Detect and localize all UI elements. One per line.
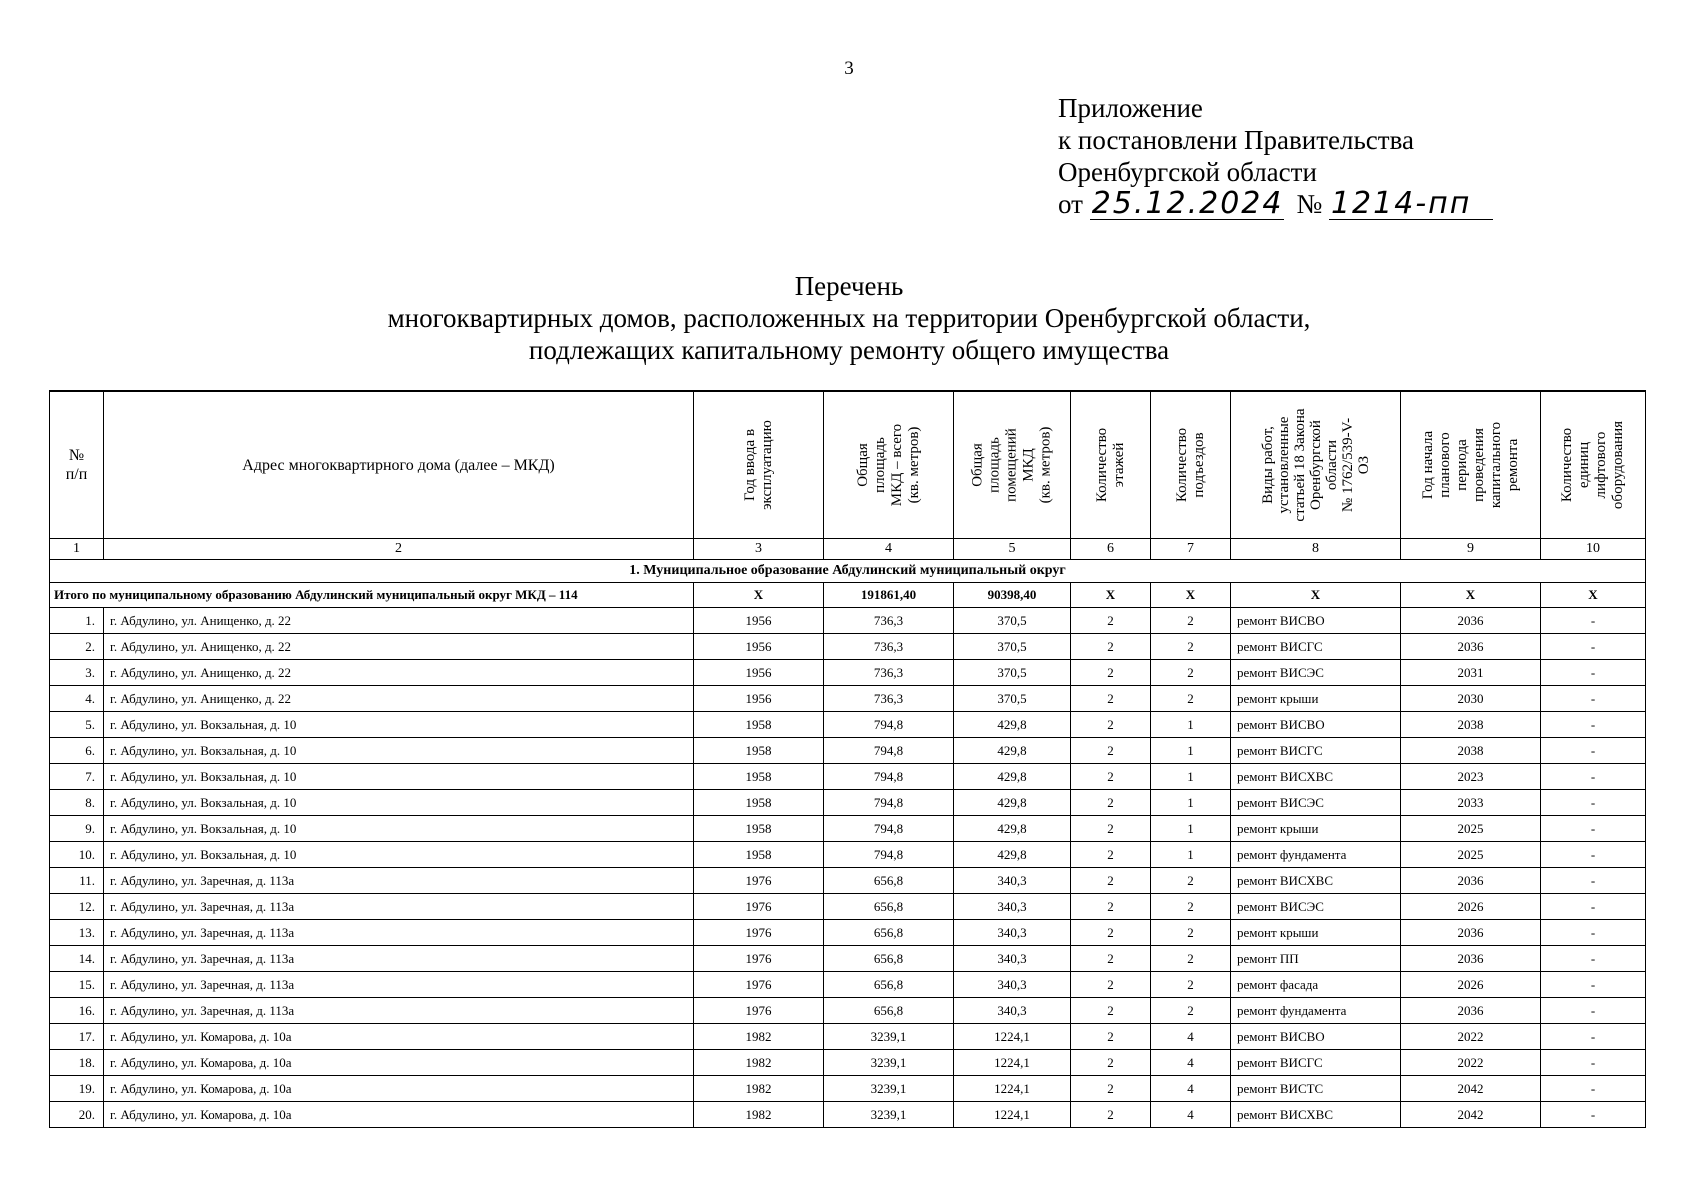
row-work-type: ремонт фундамента [1231, 842, 1401, 868]
row-area-total: 656,8 [824, 972, 954, 998]
row-area-rooms: 340,3 [954, 868, 1071, 894]
table-row [50, 946, 1646, 972]
total-works: X [1231, 583, 1401, 608]
title-line-1: Перечень [794, 271, 904, 301]
appendix-region: Оренбургской области [1058, 157, 1317, 187]
table-row [50, 842, 1646, 868]
row-year: 1976 [694, 946, 824, 972]
row-year: 1976 [694, 998, 824, 1024]
row-address: г. Абдулино, ул. Заречная, д. 113а [104, 946, 694, 972]
row-area-rooms: 370,5 [954, 660, 1071, 686]
row-year: 1976 [694, 894, 824, 920]
row-entrances: 2 [1151, 946, 1231, 972]
decree-number: 1214-пп [1329, 189, 1493, 220]
row-address: г. Абдулино, ул. Заречная, д. 113а [104, 894, 694, 920]
row-address: г. Абдулино, ул. Вокзальная, д. 10 [104, 712, 694, 738]
row-year: 1976 [694, 920, 824, 946]
row-address: г. Абдулино, ул. Заречная, д. 113а [104, 868, 694, 894]
row-start-year: 2038 [1401, 712, 1541, 738]
total-floors: X [1071, 583, 1151, 608]
row-entrances: 4 [1151, 1024, 1231, 1050]
row-address: г. Абдулино, ул. Комарова, д. 10а [104, 1024, 694, 1050]
row-year: 1982 [694, 1076, 824, 1102]
row-number: 18. [50, 1050, 104, 1076]
row-lifts: - [1541, 1102, 1646, 1128]
row-area-rooms: 429,8 [954, 842, 1071, 868]
row-start-year: 2022 [1401, 1024, 1541, 1050]
row-area-rooms: 429,8 [954, 738, 1071, 764]
col-number: 6 [1071, 539, 1151, 560]
total-year: X [694, 583, 824, 608]
row-number: 1. [50, 608, 104, 634]
row-work-type: ремонт ПП [1231, 946, 1401, 972]
total-label: Итого по муниципальному образованию Абдулинский муниципальный округ МКД – 114 [50, 583, 694, 608]
row-floors: 2 [1071, 920, 1151, 946]
table-row [50, 998, 1646, 1024]
row-floors: 2 [1071, 946, 1151, 972]
col-number: 10 [1541, 539, 1646, 560]
row-floors: 2 [1071, 634, 1151, 660]
row-year: 1956 [694, 686, 824, 712]
row-number: 11. [50, 868, 104, 894]
row-area-rooms: 370,5 [954, 686, 1071, 712]
row-year: 1976 [694, 868, 824, 894]
row-year: 1982 [694, 1102, 824, 1128]
row-year: 1958 [694, 712, 824, 738]
row-work-type: ремонт ВИСТС [1231, 1076, 1401, 1102]
row-area-total: 794,8 [824, 842, 954, 868]
row-year: 1976 [694, 972, 824, 998]
row-start-year: 2022 [1401, 1050, 1541, 1076]
row-work-type: ремонт ВИСГС [1231, 634, 1401, 660]
row-year: 1982 [694, 1024, 824, 1050]
row-address: г. Абдулино, ул. Анищенко, д. 22 [104, 686, 694, 712]
col-header-floors: Количество этажей [1071, 391, 1151, 539]
row-lifts: - [1541, 790, 1646, 816]
decree-date: 25.12.2024 [1091, 186, 1284, 221]
row-lifts: - [1541, 1024, 1646, 1050]
row-area-total: 794,8 [824, 816, 954, 842]
col-header-year: Год ввода в эксплуатацию [694, 391, 824, 539]
row-start-year: 2025 [1401, 842, 1541, 868]
row-work-type: ремонт ВИСХВС [1231, 1102, 1401, 1128]
row-floors: 2 [1071, 712, 1151, 738]
row-entrances: 1 [1151, 712, 1231, 738]
row-area-total: 3239,1 [824, 1076, 954, 1102]
row-number: 8. [50, 790, 104, 816]
row-start-year: 2023 [1401, 764, 1541, 790]
row-start-year: 2026 [1401, 894, 1541, 920]
row-area-rooms: 429,8 [954, 764, 1071, 790]
row-start-year: 2036 [1401, 868, 1541, 894]
row-area-total: 656,8 [824, 920, 954, 946]
appendix-title: Приложение [1058, 93, 1203, 123]
row-number: 20. [50, 1102, 104, 1128]
row-address: г. Абдулино, ул. Анищенко, д. 22 [104, 660, 694, 686]
row-area-total: 794,8 [824, 764, 954, 790]
row-lifts: - [1541, 738, 1646, 764]
total-area: 191861,40 [824, 583, 954, 608]
total-rooms-area: 90398,40 [954, 583, 1071, 608]
buildings-table [49, 390, 1646, 1128]
col-header-entrances: Количество подъездов [1151, 391, 1231, 539]
row-year: 1958 [694, 842, 824, 868]
row-area-total: 736,3 [824, 608, 954, 634]
row-floors: 2 [1071, 660, 1151, 686]
row-entrances: 1 [1151, 790, 1231, 816]
row-number: 6. [50, 738, 104, 764]
row-year: 1958 [694, 816, 824, 842]
col-header-lifts: Количество единиц лифтового оборудования [1541, 391, 1646, 539]
row-number: 9. [50, 816, 104, 842]
row-number: 2. [50, 634, 104, 660]
row-area-total: 656,8 [824, 946, 954, 972]
table-header-row [50, 391, 1646, 539]
document-title [0, 270, 1698, 366]
row-year: 1956 [694, 634, 824, 660]
row-lifts: - [1541, 712, 1646, 738]
col-header-area-total: Общая площадь МКД – всего (кв. метров) [824, 391, 954, 539]
row-start-year: 2025 [1401, 816, 1541, 842]
row-start-year: 2026 [1401, 972, 1541, 998]
total-start-year: X [1401, 583, 1541, 608]
row-address: г. Абдулино, ул. Вокзальная, д. 10 [104, 738, 694, 764]
row-floors: 2 [1071, 1050, 1151, 1076]
row-floors: 2 [1071, 738, 1151, 764]
row-work-type: ремонт ВИСЭС [1231, 790, 1401, 816]
row-lifts: - [1541, 920, 1646, 946]
table-row [50, 868, 1646, 894]
row-floors: 2 [1071, 1024, 1151, 1050]
table-row [50, 608, 1646, 634]
row-start-year: 2036 [1401, 920, 1541, 946]
row-start-year: 2042 [1401, 1102, 1541, 1128]
row-number: 17. [50, 1024, 104, 1050]
row-work-type: ремонт ВИСВО [1231, 608, 1401, 634]
table-row [50, 738, 1646, 764]
row-floors: 2 [1071, 1102, 1151, 1128]
row-entrances: 2 [1151, 920, 1231, 946]
row-floors: 2 [1071, 1076, 1151, 1102]
row-area-total: 794,8 [824, 712, 954, 738]
row-floors: 2 [1071, 842, 1151, 868]
row-year: 1958 [694, 790, 824, 816]
row-address: г. Абдулино, ул. Вокзальная, д. 10 [104, 842, 694, 868]
row-address: г. Абдулино, ул. Вокзальная, д. 10 [104, 764, 694, 790]
row-entrances: 2 [1151, 660, 1231, 686]
number-prefix: № [1296, 189, 1323, 219]
row-lifts: - [1541, 660, 1646, 686]
row-entrances: 1 [1151, 816, 1231, 842]
table-row [50, 764, 1646, 790]
col-number: 4 [824, 539, 954, 560]
row-number: 16. [50, 998, 104, 1024]
table-row [50, 634, 1646, 660]
row-area-rooms: 1224,1 [954, 1102, 1071, 1128]
col-header-address: Адрес многоквартирного дома (далее – МКД) [104, 391, 694, 539]
row-floors: 2 [1071, 764, 1151, 790]
section-header-row [50, 560, 1646, 583]
row-work-type: ремонт ВИСВО [1231, 1024, 1401, 1050]
row-floors: 2 [1071, 608, 1151, 634]
row-number: 5. [50, 712, 104, 738]
row-number: 15. [50, 972, 104, 998]
row-work-type: ремонт ВИСГС [1231, 1050, 1401, 1076]
title-line-3: подлежащих капитальному ремонту общего имущества [528, 335, 1170, 365]
row-area-rooms: 429,8 [954, 790, 1071, 816]
total-row [50, 583, 1646, 608]
row-work-type: ремонт крыши [1231, 686, 1401, 712]
table-row [50, 816, 1646, 842]
row-area-rooms: 340,3 [954, 920, 1071, 946]
row-year: 1958 [694, 738, 824, 764]
row-entrances: 2 [1151, 608, 1231, 634]
row-area-rooms: 1224,1 [954, 1024, 1071, 1050]
row-area-rooms: 340,3 [954, 894, 1071, 920]
row-area-rooms: 370,5 [954, 608, 1071, 634]
row-number: 10. [50, 842, 104, 868]
row-floors: 2 [1071, 790, 1151, 816]
row-entrances: 1 [1151, 764, 1231, 790]
row-start-year: 2033 [1401, 790, 1541, 816]
table-row [50, 712, 1646, 738]
total-lifts: X [1541, 583, 1646, 608]
row-lifts: - [1541, 764, 1646, 790]
total-entrances: X [1151, 583, 1231, 608]
row-floors: 2 [1071, 972, 1151, 998]
row-work-type: ремонт ВИСХВС [1231, 868, 1401, 894]
col-number: 7 [1151, 539, 1231, 560]
col-number: 8 [1231, 539, 1401, 560]
row-area-total: 3239,1 [824, 1102, 954, 1128]
title-line-2: многоквартирных домов, расположенных на территории Оренбургской области, [387, 303, 1311, 333]
row-area-total: 736,3 [824, 660, 954, 686]
appendix-block [1058, 92, 1493, 220]
row-start-year: 2042 [1401, 1076, 1541, 1102]
row-area-total: 3239,1 [824, 1024, 954, 1050]
row-entrances: 2 [1151, 972, 1231, 998]
row-floors: 2 [1071, 686, 1151, 712]
row-floors: 2 [1071, 894, 1151, 920]
row-area-rooms: 340,3 [954, 972, 1071, 998]
col-header-start-year: Год начала планового периода проведения капитального ремонта [1401, 391, 1541, 539]
col-number: 5 [954, 539, 1071, 560]
row-entrances: 1 [1151, 738, 1231, 764]
row-lifts: - [1541, 946, 1646, 972]
table-row [50, 1102, 1646, 1128]
row-floors: 2 [1071, 868, 1151, 894]
table-row [50, 660, 1646, 686]
row-area-rooms: 340,3 [954, 998, 1071, 1024]
appendix-decree: к постановлени Правительства [1058, 125, 1414, 155]
row-address: г. Абдулино, ул. Вокзальная, д. 10 [104, 790, 694, 816]
table-row [50, 790, 1646, 816]
page-number: 3 [844, 58, 854, 79]
section-title: 1. Муниципальное образование Абдулинский муниципальный округ [50, 560, 1646, 583]
row-lifts: - [1541, 972, 1646, 998]
row-area-total: 736,3 [824, 634, 954, 660]
row-entrances: 1 [1151, 842, 1231, 868]
column-number-row [50, 539, 1646, 560]
row-entrances: 4 [1151, 1076, 1231, 1102]
appendix-date-number [1058, 188, 1493, 220]
row-address: г. Абдулино, ул. Анищенко, д. 22 [104, 634, 694, 660]
row-lifts: - [1541, 998, 1646, 1024]
row-address: г. Абдулино, ул. Комарова, д. 10а [104, 1050, 694, 1076]
row-number: 3. [50, 660, 104, 686]
row-address: г. Абдулино, ул. Комарова, д. 10а [104, 1076, 694, 1102]
row-year: 1956 [694, 608, 824, 634]
row-area-total: 656,8 [824, 894, 954, 920]
row-lifts: - [1541, 816, 1646, 842]
col-number: 2 [104, 539, 694, 560]
col-number: 3 [694, 539, 824, 560]
row-work-type: ремонт ВИСЭС [1231, 894, 1401, 920]
row-area-total: 3239,1 [824, 1050, 954, 1076]
date-prefix: от [1058, 189, 1083, 219]
row-address: г. Абдулино, ул. Заречная, д. 113а [104, 972, 694, 998]
row-address: г. Абдулино, ул. Вокзальная, д. 10 [104, 816, 694, 842]
row-number: 7. [50, 764, 104, 790]
row-work-type: ремонт ВИСХВС [1231, 764, 1401, 790]
row-year: 1958 [694, 764, 824, 790]
row-lifts: - [1541, 634, 1646, 660]
row-area-total: 794,8 [824, 738, 954, 764]
row-entrances: 2 [1151, 686, 1231, 712]
row-area-rooms: 429,8 [954, 816, 1071, 842]
row-work-type: ремонт ВИСЭС [1231, 660, 1401, 686]
row-address: г. Абдулино, ул. Заречная, д. 113а [104, 998, 694, 1024]
row-area-rooms: 370,5 [954, 634, 1071, 660]
row-start-year: 2031 [1401, 660, 1541, 686]
col-number: 9 [1401, 539, 1541, 560]
row-year: 1956 [694, 660, 824, 686]
table-row [50, 686, 1646, 712]
row-number: 4. [50, 686, 104, 712]
row-floors: 2 [1071, 998, 1151, 1024]
row-area-total: 794,8 [824, 790, 954, 816]
row-entrances: 4 [1151, 1050, 1231, 1076]
row-area-rooms: 1224,1 [954, 1050, 1071, 1076]
row-work-type: ремонт ВИСГС [1231, 738, 1401, 764]
table-row [50, 972, 1646, 998]
col-header-number: № п/п [50, 391, 104, 539]
row-entrances: 4 [1151, 1102, 1231, 1128]
row-work-type: ремонт ВИСВО [1231, 712, 1401, 738]
table-row [50, 1076, 1646, 1102]
row-entrances: 2 [1151, 868, 1231, 894]
row-start-year: 2036 [1401, 634, 1541, 660]
row-number: 14. [50, 946, 104, 972]
table-row [50, 1024, 1646, 1050]
row-lifts: - [1541, 894, 1646, 920]
row-area-total: 656,8 [824, 998, 954, 1024]
row-lifts: - [1541, 608, 1646, 634]
table-row [50, 894, 1646, 920]
row-lifts: - [1541, 686, 1646, 712]
row-entrances: 2 [1151, 894, 1231, 920]
row-number: 13. [50, 920, 104, 946]
row-lifts: - [1541, 868, 1646, 894]
row-start-year: 2030 [1401, 686, 1541, 712]
row-work-type: ремонт крыши [1231, 920, 1401, 946]
row-year: 1982 [694, 1050, 824, 1076]
row-area-rooms: 340,3 [954, 946, 1071, 972]
row-work-type: ремонт фасада [1231, 972, 1401, 998]
col-header-works: Виды работ, установленные статьей 18 Закона Оренбургской области № 1762/539-V- ОЗ [1231, 391, 1401, 539]
row-start-year: 2036 [1401, 946, 1541, 972]
table-row [50, 920, 1646, 946]
row-lifts: - [1541, 1050, 1646, 1076]
table-row [50, 1050, 1646, 1076]
row-area-rooms: 1224,1 [954, 1076, 1071, 1102]
row-number: 12. [50, 894, 104, 920]
row-lifts: - [1541, 1076, 1646, 1102]
row-start-year: 2036 [1401, 998, 1541, 1024]
col-number: 1 [50, 539, 104, 560]
row-lifts: - [1541, 842, 1646, 868]
row-floors: 2 [1071, 816, 1151, 842]
row-area-total: 736,3 [824, 686, 954, 712]
row-area-total: 656,8 [824, 868, 954, 894]
row-area-rooms: 429,8 [954, 712, 1071, 738]
row-address: г. Абдулино, ул. Анищенко, д. 22 [104, 608, 694, 634]
col-header-area-rooms: Общая площадь помещений МКД (кв. метров) [954, 391, 1071, 539]
row-entrances: 2 [1151, 998, 1231, 1024]
row-start-year: 2038 [1401, 738, 1541, 764]
row-number: 19. [50, 1076, 104, 1102]
row-entrances: 2 [1151, 634, 1231, 660]
row-address: г. Абдулино, ул. Заречная, д. 113а [104, 920, 694, 946]
row-work-type: ремонт фундамента [1231, 998, 1401, 1024]
row-address: г. Абдулино, ул. Комарова, д. 10а [104, 1102, 694, 1128]
row-start-year: 2036 [1401, 608, 1541, 634]
row-work-type: ремонт крыши [1231, 816, 1401, 842]
